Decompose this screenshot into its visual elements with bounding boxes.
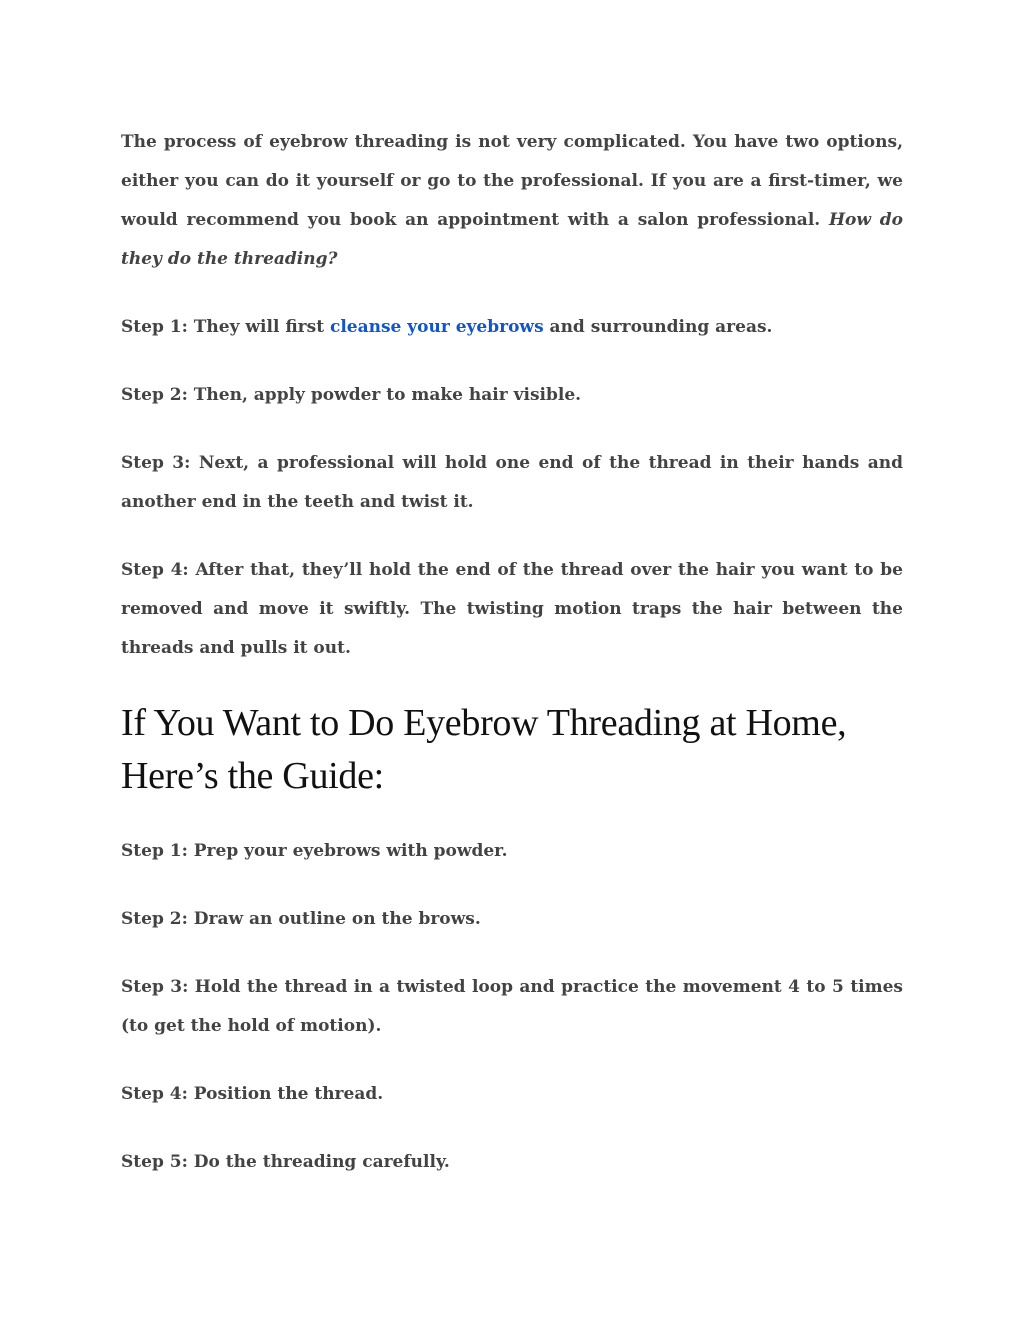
home-step-5: Step 5: Do the threading carefully. [121,1152,450,1172]
home-step-2: Step 2: Draw an outline on the brows. [121,909,481,929]
home-step-1: Step 1: Prep your eyebrows with powder. [121,841,508,861]
intro-question: How do they do the threading? [121,210,903,269]
document-page [121,123,903,1211]
intro-text: The process of eyebrow threading is not very complicated. You have two options, either you can do it yourself or go to the professional. If you are a first-timer, we would recommend you book an appointment with a salon professional. [121,132,903,230]
salon-step-1-after: and surrounding areas. [543,317,773,337]
salon-step-1 [121,308,903,347]
cleanse-eyebrows-link[interactable]: cleanse your eyebrows [329,317,544,337]
salon-step-4: Step 4: After that, they’ll hold the end of the thread over the hair you want to be removed and move it swiftly. The twisting motion traps the hair between the threads and pulls it out. [121,560,903,658]
section-heading: If You Want to Do Eyebrow Threading at Home, Here’s the Guide: [121,702,847,797]
home-step-4: Step 4: Position the thread. [121,1084,384,1104]
salon-step-1-label: Step 1: They will first [121,317,330,337]
salon-step-2: Step 2: Then, apply powder to make hair visible. [121,385,582,405]
intro-paragraph [121,123,903,279]
home-step-3: Step 3: Hold the thread in a twisted loop and practice the movement 4 to 5 times (to get the hold of motion). [121,977,903,1036]
salon-step-3: Step 3: Next, a professional will hold one end of the thread in their hands and another end in the teeth and twist it. [121,453,903,512]
